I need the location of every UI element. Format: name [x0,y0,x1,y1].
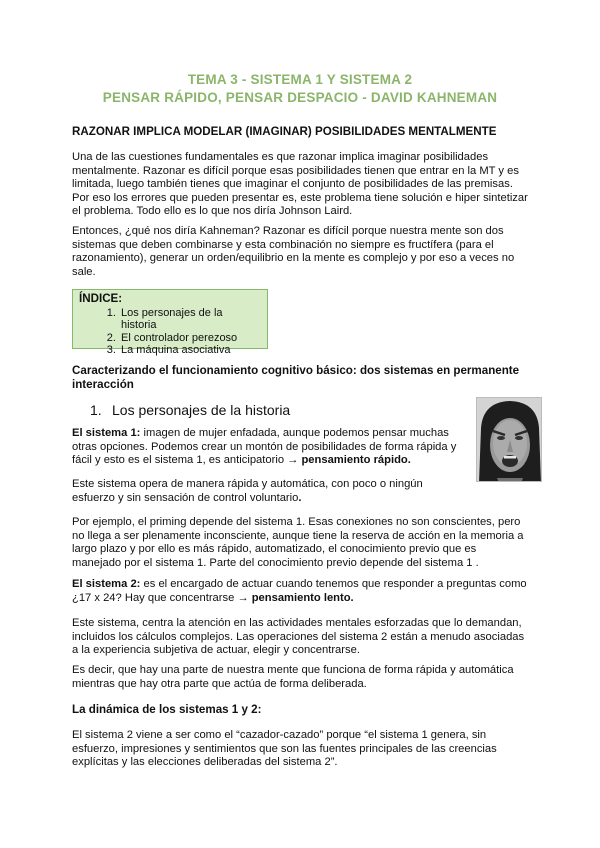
sistema-1-label: El sistema 1: [72,427,141,439]
paragraph-sistema-2 [72,578,528,605]
dinamica-heading: La dinámica de los sistemas 1 y 2: [72,703,262,716]
pensamiento-lento: pensamiento lento. [251,591,354,604]
sistema-1-text: imagen de mujer enfadada, aunque podemos pensar muchas otras opciones. Podemos crear un montón de posibilidades de forma rápida y fácil y esto es el sistema 1, es anticipatorio → [72,427,457,467]
index-item: 3. La máquina asociativa [119,344,261,357]
section-1-title: Los personajes de la historia [112,402,291,418]
sistema-2-label: El sistema 2: [72,578,141,590]
section-1-number: 1. [90,402,102,418]
paragraph-es-decir: Es decir, que hay una parte de nuestra mente que funciona de forma rápida y automática mientras que hay otra parte que actúa de forma deliberada. [72,664,514,690]
index-list [79,307,261,357]
angry-woman-photo [476,397,542,482]
paragraph-kahneman: Entonces, ¿qué nos diría Kahneman? Razonar es difícil porque nuestra mente son dos sistemas que deben combinarse y esta combinación no siempre es fructífera (para el razonamiento), generar un orden/equilibrio en la mente es complejo y por eso a veces no sale. [72,225,515,278]
paragraph-priming: Por ejemplo, el priming depende del sistema 1. Esas conexiones no son conscientes, pero no llega a ser plenamente inconsciente, aunque tiene la reserva de acción en la memoria a largo plazo y por ello es más rápido, automatizado, el conocimiento previo que es manejado por el sistema 1. Parte del conocimiento previo depende del sistema 1 . [72,516,524,569]
index-label: ÍNDICE: [79,292,123,305]
index-item: 1. Los personajes de la historia [119,307,261,332]
paragraph-johnson-laird: Una de las cuestiones fundamentales es que razonar implica imaginar posibilidades mentalmente. Razonar es difícil porque esas posibilidades tienen que entrar en la MT y es limitada, luego también tienes que imaginar el conjunto de posibilidades de las premisas. Por eso los errores que pueden presentar es, este problema tiene solución e hiper sintetizar el problema. Todo ello es lo que nos diría Johnson Laird. [72,151,528,218]
index-box [72,289,268,357]
pensamiento-rapido: pensamiento rápido. [301,454,411,467]
paragraph-sistema-2-atencion: Este sistema, centra la atención en las actividades mentales esforzadas que lo demandan, incluidos los cálculos complejos. Las operaciones del sistema 2 están a menudo asociadas a la experiencia subjetiva de actuar, elegir y concentrarse. [72,617,525,657]
main-heading: RAZONAR IMPLICA MODELAR (IMAGINAR) POSIBILIDADES MENTALMENTE [72,125,497,138]
paragraph-sistema-1-automatico [72,478,462,505]
paragraph-cazador-cazado: El sistema 2 viene a ser como el “cazador-cazado” porque “el sistema 1 genera, sin esfuerzo, impresiones y sentimientos que son las fuentes principales de las creencias explícitas y las elecciones deliberadas del sistema 2”. [72,729,497,769]
document-title-line1: TEMA 3 - SISTEMA 1 Y SISTEMA 2 [187,72,413,87]
sistema-1-automatico-text: Este sistema opera de manera rápida y automática, con poco o ningún esfuerzo y sin sensación de control voluntario [72,478,423,504]
section-1-heading [90,402,290,418]
paragraph-sistema-1 [72,427,460,468]
caracterizando-heading: Caracterizando el funcionamiento cognitivo básico: dos sistemas en permanente interacción [72,364,520,391]
sistema-1-automatico-end: . [298,491,302,504]
sistema-2-text: es el encargado de actuar cuando tenemos que responder a preguntas como ¿17 x 24? Hay que concentrarse → [72,578,527,604]
index-item: 2. El controlador perezoso [119,332,261,345]
document-title-line2: PENSAR RÁPIDO, PENSAR DESPACIO - DAVID KAHNEMAN [102,90,498,105]
